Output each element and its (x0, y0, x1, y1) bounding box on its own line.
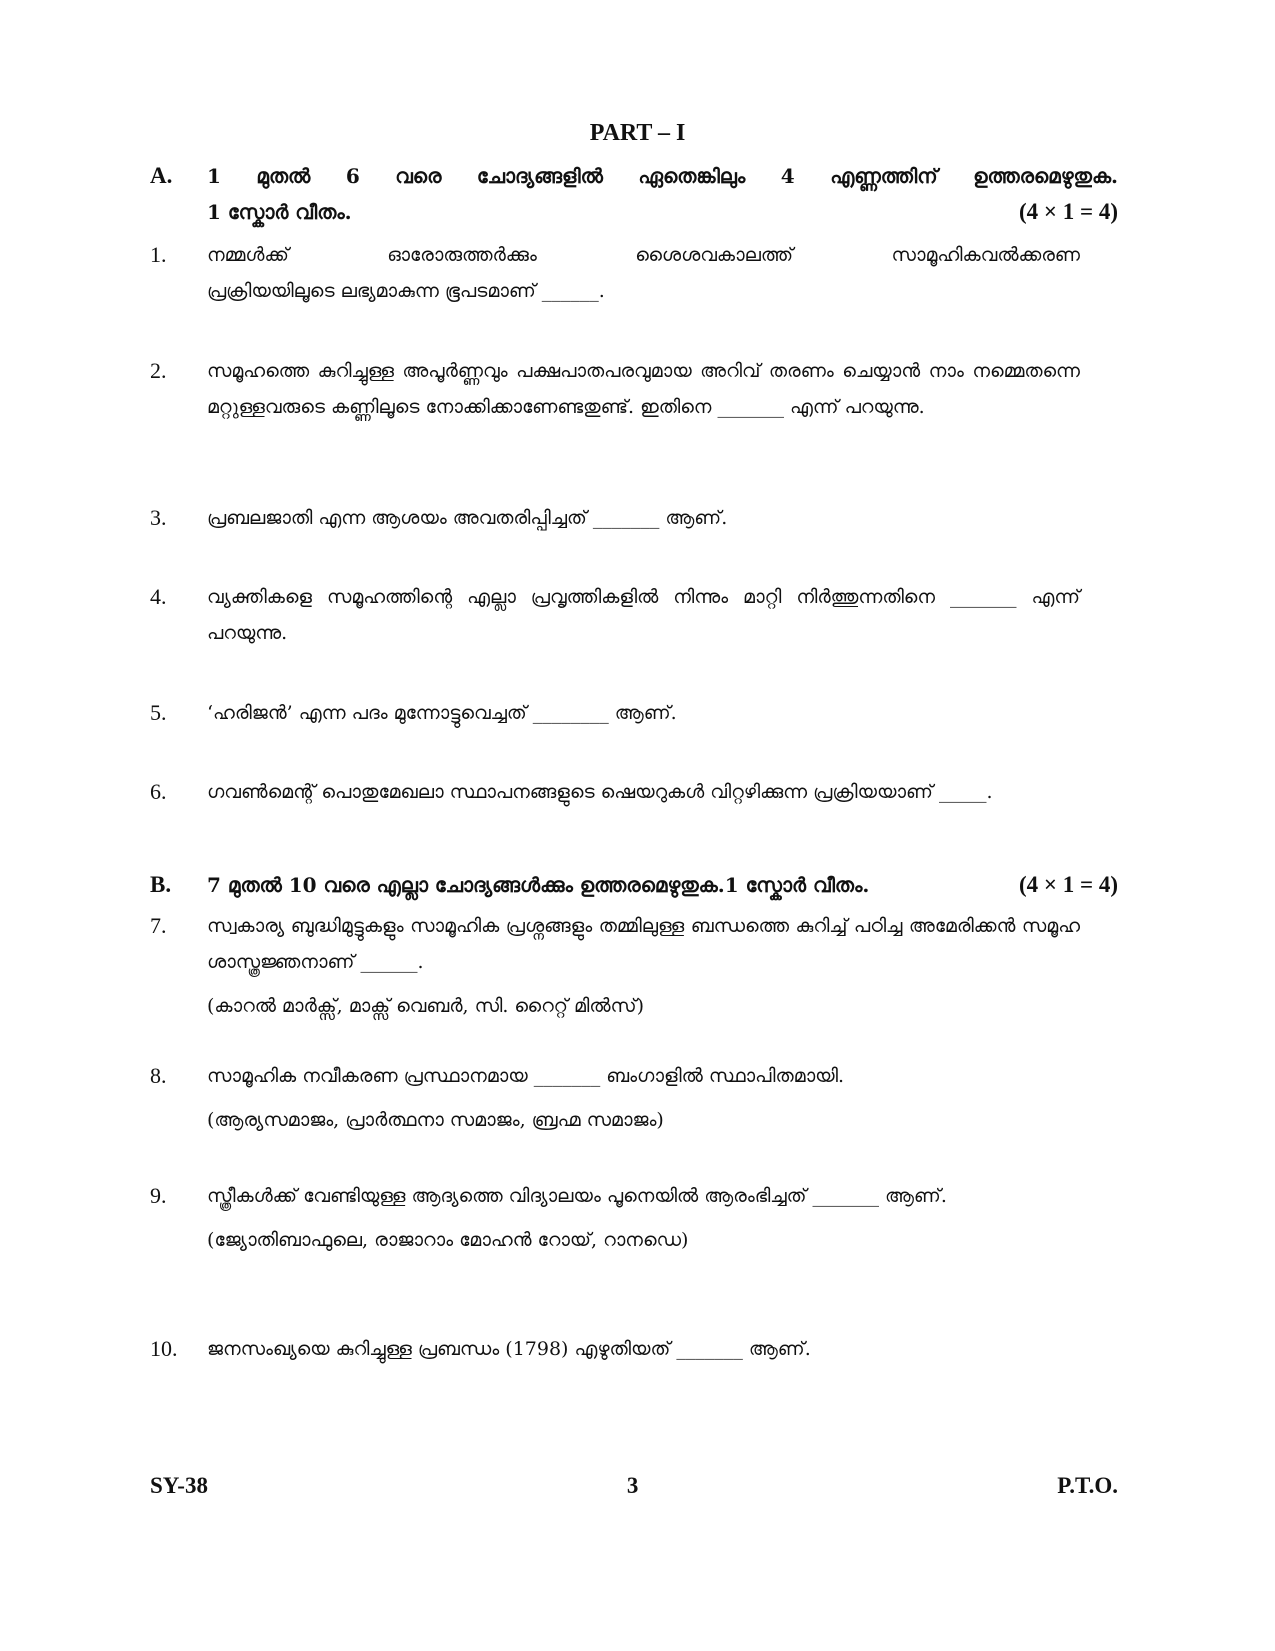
question-text: സ്വകാര്യ ബുദ്ധിമുട്ടുകളും സാമൂഹിക പ്രശ്നങ്ങളും തമ്മിലുള്ള ബന്ധത്തെ കുറിച്ച് പഠിച്ച അമേരിക്കൻ സമൂഹ ശാസ്ത്രജ്ഞനാണ് ______. (207, 915, 1080, 973)
question-number: 10. (150, 1336, 178, 1361)
question-number: 9. (150, 1183, 167, 1208)
section-b-instruction (150, 867, 1118, 903)
question-number: 6. (150, 779, 167, 804)
question-number: 4. (150, 584, 167, 609)
question-number: 7. (150, 913, 167, 938)
question-text-line2: പ്രക്രിയയിലൂടെ ലഭ്യമാകുന്ന ഭൂപടമാണ് ______. (207, 280, 605, 302)
section-a-score: (4 × 1 = 4) (1018, 199, 1118, 224)
question-text: ‘ഹരിജൻ’ എന്ന പദം മുന്നോട്ടുവെച്ചത് ________ ആണ്. (207, 702, 677, 724)
question-text: പ്രബലജാതി എന്ന ആശയം അവതരിപ്പിച്ചത് _______ ആണ്. (207, 507, 728, 529)
section-b-text: 7 മുതൽ 10 വരെ എല്ലാ ചോദ്യങ്ങൾക്കും ഉത്തരമെഴുതുക.1 സ്കോർ വീതം. (207, 873, 870, 897)
question-text: സ്ത്രീകൾക്ക് വേണ്ടിയുള്ള ആദ്യത്തെ വിദ്യാലയം പൂനെയിൽ ആരംഭിച്ചത് _______ ആണ്. (207, 1185, 947, 1207)
question-text: വ്യക്തികളെ സമൂഹത്തിന്റെ എല്ലാ പ്രവൃത്തികളിൽ നിന്നും മാറ്റി നിർത്തുന്നതിനെ _______ എന്ന് പറയുന്നു. (207, 586, 1080, 644)
question-9 (150, 1178, 1080, 1258)
section-a-line1: 1 മുതൽ 6 വരെ ചോദ്യങ്ങളിൽ ഏതെങ്കിലും 4 എണ്ണത്തിന് ഉത്തരമെഴുതുക. (207, 164, 1118, 188)
question-3 (150, 500, 1080, 536)
question-text-line1: നമ്മൾക്ക് ഓരോരുത്തർക്കും ശൈശവകാലത്ത് സാമൂഹികവൽക്കരണ (207, 244, 1080, 266)
page-number: 3 (626, 1473, 639, 1498)
question-text: ജനസംഖ്യയെ കുറിച്ചുള്ള പ്രബന്ധം (1798) എഴുതിയത് _______ ആണ്. (207, 1338, 811, 1360)
part-title: PART – I (589, 120, 686, 146)
section-b-letter: B. (150, 872, 172, 897)
section-a-instruction (150, 158, 1118, 230)
paper-code: SY-38 (150, 1473, 208, 1498)
question-number: 3. (150, 505, 167, 530)
question-number: 5. (150, 700, 167, 725)
question-number: 2. (150, 358, 167, 383)
section-a-letter: A. (150, 163, 173, 188)
question-10 (150, 1331, 1080, 1367)
question-4 (150, 579, 1080, 651)
question-7 (150, 908, 1080, 1024)
section-a-line2: 1 സ്കോർ വീതം. (207, 200, 352, 224)
question-number: 8. (150, 1063, 167, 1088)
question-5 (150, 695, 1080, 731)
page-footer (150, 1473, 1118, 1499)
question-text: സമൂഹത്തെ കുറിച്ചുള്ള അപൂർണ്ണവും പക്ഷപാതപരവുമായ അറിവ് തരണം ചെയ്യാൻ നാം നമ്മെതന്നെ മറ്റുള്ളവരുടെ കണ്ണിലൂടെ നോക്കിക്കാണേണ്ടതുണ്ട്. ഇതിനെ _______ എന്ന് പറയുന്നു. (207, 360, 1080, 418)
answer-options: (ആര്യസമാജം, പ്രാർത്ഥനാ സമാജം, ബ്രഹ്മ സമാജം) (207, 1109, 664, 1131)
question-8 (150, 1058, 1080, 1138)
question-text: ഗവൺമെന്റ് പൊതുമേഖലാ സ്ഥാപനങ്ങളുടെ ഷെയറുകൾ വിറ്റഴിക്കുന്ന പ്രക്രിയയാണ് _____. (207, 781, 993, 803)
answer-options: (കാറൽ മാർക്സ്, മാക്സ് വെബർ, സി. റൈറ്റ് മിൽസ്) (207, 995, 645, 1017)
question-text: സാമൂഹിക നവീകരണ പ്രസ്ഥാനമായ _______ ബംഗാളിൽ സ്ഥാപിതമായി. (207, 1065, 844, 1087)
answer-options: (ജ്യോതിബാഫുലെ, രാജാറാം മോഹൻ റോയ്, റാനഡെ) (207, 1229, 689, 1251)
question-1 (150, 237, 1080, 309)
question-2 (150, 353, 1080, 425)
section-b-score: (4 × 1 = 4) (1018, 872, 1118, 897)
question-number: 1. (150, 242, 167, 267)
question-6 (150, 774, 1080, 810)
please-turn-over: P.T.O. (1057, 1473, 1118, 1498)
